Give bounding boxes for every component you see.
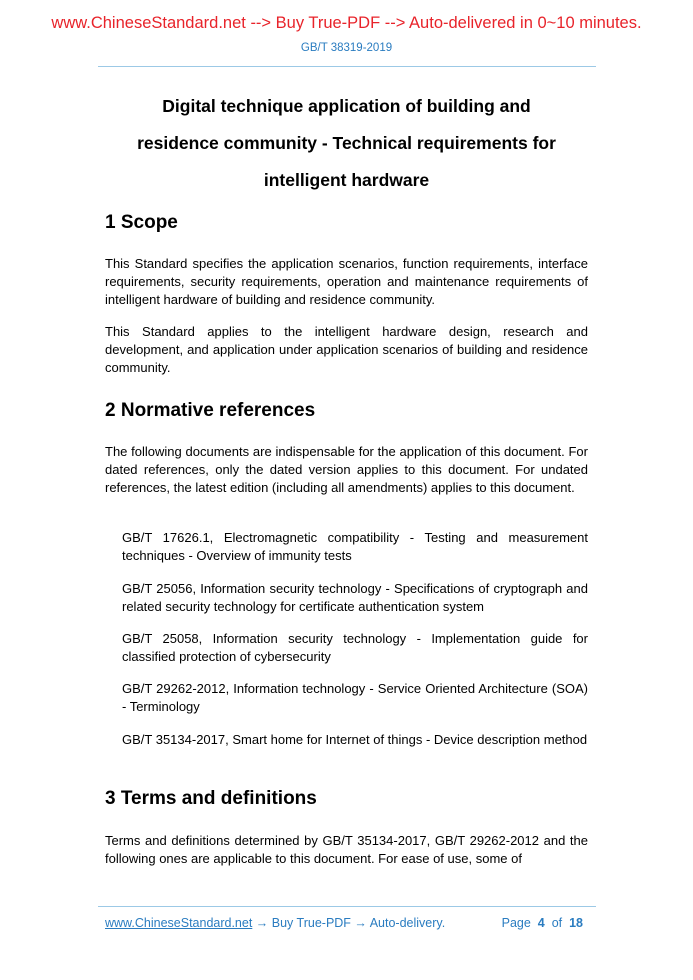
footer-divider [98,906,596,907]
paragraph: The following documents are indispensable for the application of this document. For dated references, only the dated version applies to this document. For undated references, the latest edition (including all amendments) applies to this document. [105,444,588,495]
page-number: 4 [537,916,545,930]
reference-item: GB/T 35134-2017, Smart home for Internet of things - Device description method [122,732,588,747]
title-line: intelligent hardware [263,170,430,190]
page-indicator [502,916,583,930]
of-label: of [551,916,563,930]
paragraph: This Standard applies to the intelligent hardware design, research and development, and application under application scenarios of building and residence community. [105,324,588,375]
document-title [90,88,603,199]
reference-item: GB/T 29262-2012, Information technology - Service Oriented Architecture (SOA) - Terminology [122,681,588,714]
reference-item: GB/T 25058, Information security technology - Implementation guide for classified protection of cybersecurity [122,631,588,664]
promo-banner: www.ChineseStandard.net --> Buy True-PDF --> Auto-delivered in 0~10 minutes. [51,14,642,32]
title-line: Digital technique application of building and [162,96,531,116]
standard-number: GB/T 38319-2019 [300,42,393,54]
footer-text: → Buy True-PDF → Auto-delivery. [252,916,446,930]
paragraph: This Standard specifies the application scenarios, function requirements, interface requirements, security requirements, operation and maintenance requirements of intelligent hardware of building and residence community. [105,256,588,307]
reference-item: GB/T 25056, Information security technology - Specifications of cryptograph and related security technology for certificate authentication system [122,581,588,614]
total-pages: 18 [569,916,583,930]
section-heading-terms-definitions: 3 Terms and definitions [105,788,317,809]
page-label: Page [501,916,531,930]
section-heading-scope: 1 Scope [105,212,178,233]
header-divider [98,66,596,67]
section-heading-normative-references: 2 Normative references [105,400,316,421]
title-line: residence community - Technical requirements for [137,133,556,153]
footer [105,916,588,930]
paragraph: Terms and definitions determined by GB/T 35134-2017, GB/T 29262-2012 and the following ones are applicable to this document. For ease of use, some of [105,833,588,866]
website-link[interactable]: www.ChineseStandard.net [105,916,253,930]
reference-item: GB/T 17626.1, Electromagnetic compatibility - Testing and measurement techniques - Overview of immunity tests [122,530,588,563]
